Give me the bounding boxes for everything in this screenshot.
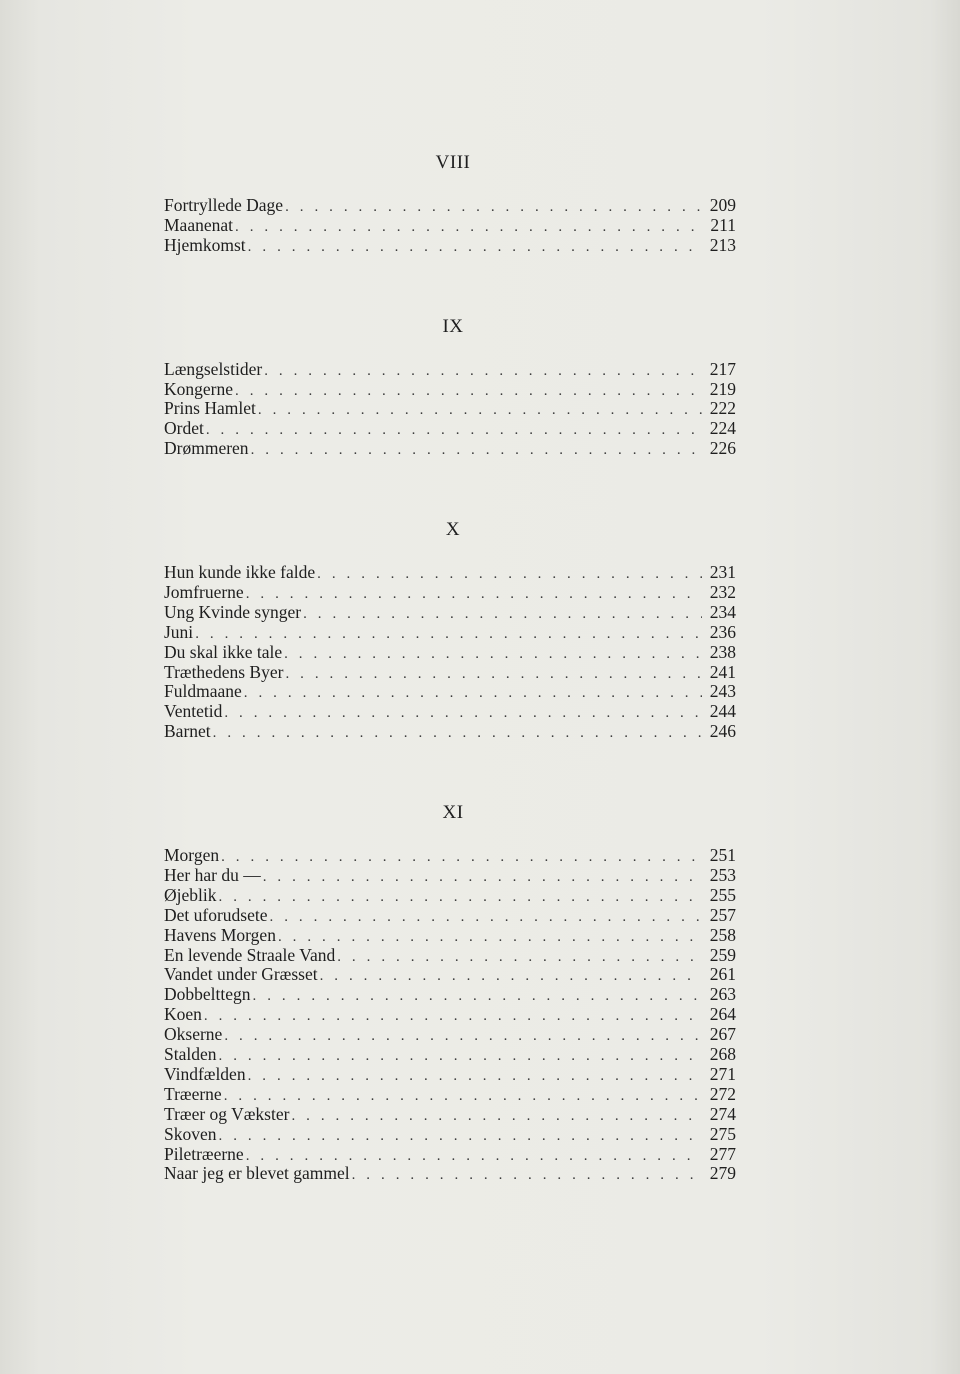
entry-title: Træthedens Byer [164, 661, 284, 682]
entry-page-number: 255 [709, 884, 736, 905]
toc-entry [164, 583, 736, 603]
dot-leader [219, 1127, 703, 1147]
entry-page-number: 232 [709, 582, 736, 603]
entry-title: Vandet under Græsset [164, 964, 318, 985]
entry-page-number: 275 [709, 1123, 736, 1144]
entry-page-number: 279 [709, 1163, 736, 1184]
entry-title: Koen [164, 1004, 202, 1025]
entry-page-number: 243 [709, 681, 736, 702]
entry-title: Hun kunde ikke falde [164, 562, 316, 583]
dot-leader [221, 848, 702, 868]
toc-entry [164, 1025, 736, 1045]
entry-page-number: 217 [709, 358, 736, 379]
dot-leader [303, 605, 702, 625]
entry-title: Drømmeren [164, 438, 249, 459]
dot-leader [213, 724, 702, 744]
dot-leader [219, 888, 703, 908]
entry-page-number: 272 [709, 1083, 736, 1104]
entry-title: Fuldmaane [164, 681, 242, 702]
entry-page-number: 263 [709, 984, 736, 1005]
toc-entry [164, 643, 736, 663]
entry-title: Dobbelttegn [164, 984, 251, 1005]
toc-entry [164, 1164, 736, 1184]
toc-entry [164, 1125, 736, 1145]
entry-page-number: 261 [709, 964, 736, 985]
entry-title: Jomfruerne [164, 582, 244, 603]
toc-entry [164, 965, 736, 985]
toc-entry [164, 722, 736, 742]
dot-leader [263, 868, 702, 888]
toc-entry [164, 663, 736, 683]
dot-leader [224, 704, 702, 724]
entry-title: Længselstider [164, 358, 263, 379]
entry-title: En levende Straale Vand [164, 944, 336, 965]
entry-title: Træerne [164, 1083, 222, 1104]
dot-leader [337, 948, 702, 968]
toc-entry [164, 985, 736, 1005]
dot-leader [204, 1007, 702, 1027]
dot-leader [206, 421, 702, 441]
dot-leader [246, 585, 702, 605]
dot-leader [224, 1027, 702, 1047]
entry-page-number: 211 [710, 214, 736, 235]
entry-title: Havens Morgen [164, 924, 276, 945]
toc-entry [164, 360, 736, 380]
toc-section [164, 150, 736, 256]
entry-page-number: 246 [709, 721, 736, 742]
entry-page-number: 209 [709, 195, 736, 215]
toc-entry [164, 603, 736, 623]
entry-title: Ventetid [164, 701, 223, 722]
toc-entry [164, 1065, 736, 1085]
toc-entry [164, 866, 736, 886]
toc-entry [164, 1085, 736, 1105]
entry-title: Du skal ikke tale [164, 641, 283, 662]
dot-leader [278, 928, 702, 948]
toc-section [164, 800, 736, 1184]
dot-leader [251, 441, 702, 461]
entry-page-number: 234 [709, 601, 736, 622]
entry-page-number: 274 [709, 1103, 736, 1124]
toc-entry [164, 1105, 736, 1125]
dot-leader [253, 987, 702, 1007]
dot-leader [285, 198, 702, 218]
dot-leader [235, 218, 702, 238]
entry-page-number: 251 [709, 845, 736, 866]
dot-leader [248, 238, 702, 258]
toc-entry [164, 380, 736, 400]
entry-page-number: 277 [709, 1143, 736, 1164]
dot-leader [284, 645, 702, 665]
section-numeral: VIII [435, 152, 471, 173]
entry-title: Juni [164, 621, 194, 642]
toc-entry [164, 216, 736, 236]
entry-title: Naar jeg er blevet gammel [164, 1163, 350, 1184]
entry-title: Her har du — [164, 865, 261, 886]
toc-entry [164, 623, 736, 643]
toc-entry [164, 886, 736, 906]
entry-title: Kongerne [164, 378, 234, 399]
entry-page-number: 253 [709, 865, 736, 886]
toc-entry [164, 1005, 736, 1025]
dot-leader [235, 382, 702, 402]
table-of-contents [164, 150, 736, 1242]
toc-entry [164, 439, 736, 459]
section-numeral: X [445, 519, 461, 541]
entry-title: Ung Kvinde synger [164, 601, 302, 622]
section-numeral: IX [442, 315, 464, 337]
toc-entry [164, 563, 736, 583]
entry-title: Hjemkomst [164, 234, 246, 255]
entry-page-number: 241 [709, 661, 736, 682]
entry-title: Piletræerne [164, 1143, 244, 1164]
entry-page-number: 271 [709, 1063, 736, 1084]
toc-entry [164, 946, 736, 966]
entry-page-number: 244 [709, 701, 736, 722]
entry-title: Okserne [164, 1024, 223, 1045]
entry-title: Det uforudsete [164, 904, 268, 925]
dot-leader [317, 565, 702, 585]
entry-page-number: 236 [709, 621, 736, 642]
toc-entry [164, 196, 736, 216]
toc-section [164, 517, 736, 742]
dot-leader [244, 684, 702, 704]
entry-page-number: 231 [709, 562, 736, 583]
entry-title: Prins Hamlet [164, 398, 256, 419]
entry-page-number: 213 [709, 234, 736, 255]
toc-entry [164, 1045, 736, 1065]
dot-leader [352, 1166, 702, 1186]
dot-leader [285, 665, 702, 685]
entry-page-number: 222 [709, 398, 736, 419]
dot-leader [320, 967, 702, 987]
entry-title: Skoven [164, 1123, 217, 1144]
toc-entry [164, 399, 736, 419]
toc-entry [164, 1145, 736, 1165]
entry-page-number: 267 [709, 1024, 736, 1045]
entry-page-number: 264 [709, 1004, 736, 1025]
entry-title: Maanenat [164, 214, 233, 235]
entry-title: Barnet [164, 721, 211, 742]
toc-entry [164, 419, 736, 439]
entry-title: Ordet [164, 418, 204, 439]
dot-leader [270, 908, 702, 928]
dot-leader [219, 1047, 703, 1067]
toc-section [164, 314, 736, 459]
entry-page-number: 257 [709, 904, 736, 925]
entry-page-number: 238 [709, 641, 736, 662]
toc-entry [164, 926, 736, 946]
toc-entry [164, 906, 736, 926]
entry-title: Øjeblik [164, 884, 217, 905]
entry-title: Vindfælden [164, 1063, 246, 1084]
entry-title: Stalden [164, 1044, 217, 1065]
dot-leader [291, 1107, 702, 1127]
toc-entry [164, 846, 736, 866]
entry-page-number: 268 [709, 1044, 736, 1065]
entry-page-number: 258 [709, 924, 736, 945]
entry-title: Fortryllede Dage [164, 195, 284, 215]
entry-title: Morgen [164, 845, 220, 866]
entry-page-number: 226 [709, 438, 736, 459]
toc-entry [164, 702, 736, 722]
section-numeral: XI [442, 802, 464, 824]
dot-leader [264, 362, 702, 382]
entry-page-number: 224 [709, 418, 736, 439]
entry-page-number: 259 [709, 944, 736, 965]
toc-entry [164, 236, 736, 256]
entry-page-number: 219 [709, 378, 736, 399]
dot-leader [248, 1067, 702, 1087]
entry-title: Træer og Vækster [164, 1103, 290, 1124]
dot-leader [258, 401, 702, 421]
dot-leader [224, 1087, 702, 1107]
toc-entry [164, 682, 736, 702]
